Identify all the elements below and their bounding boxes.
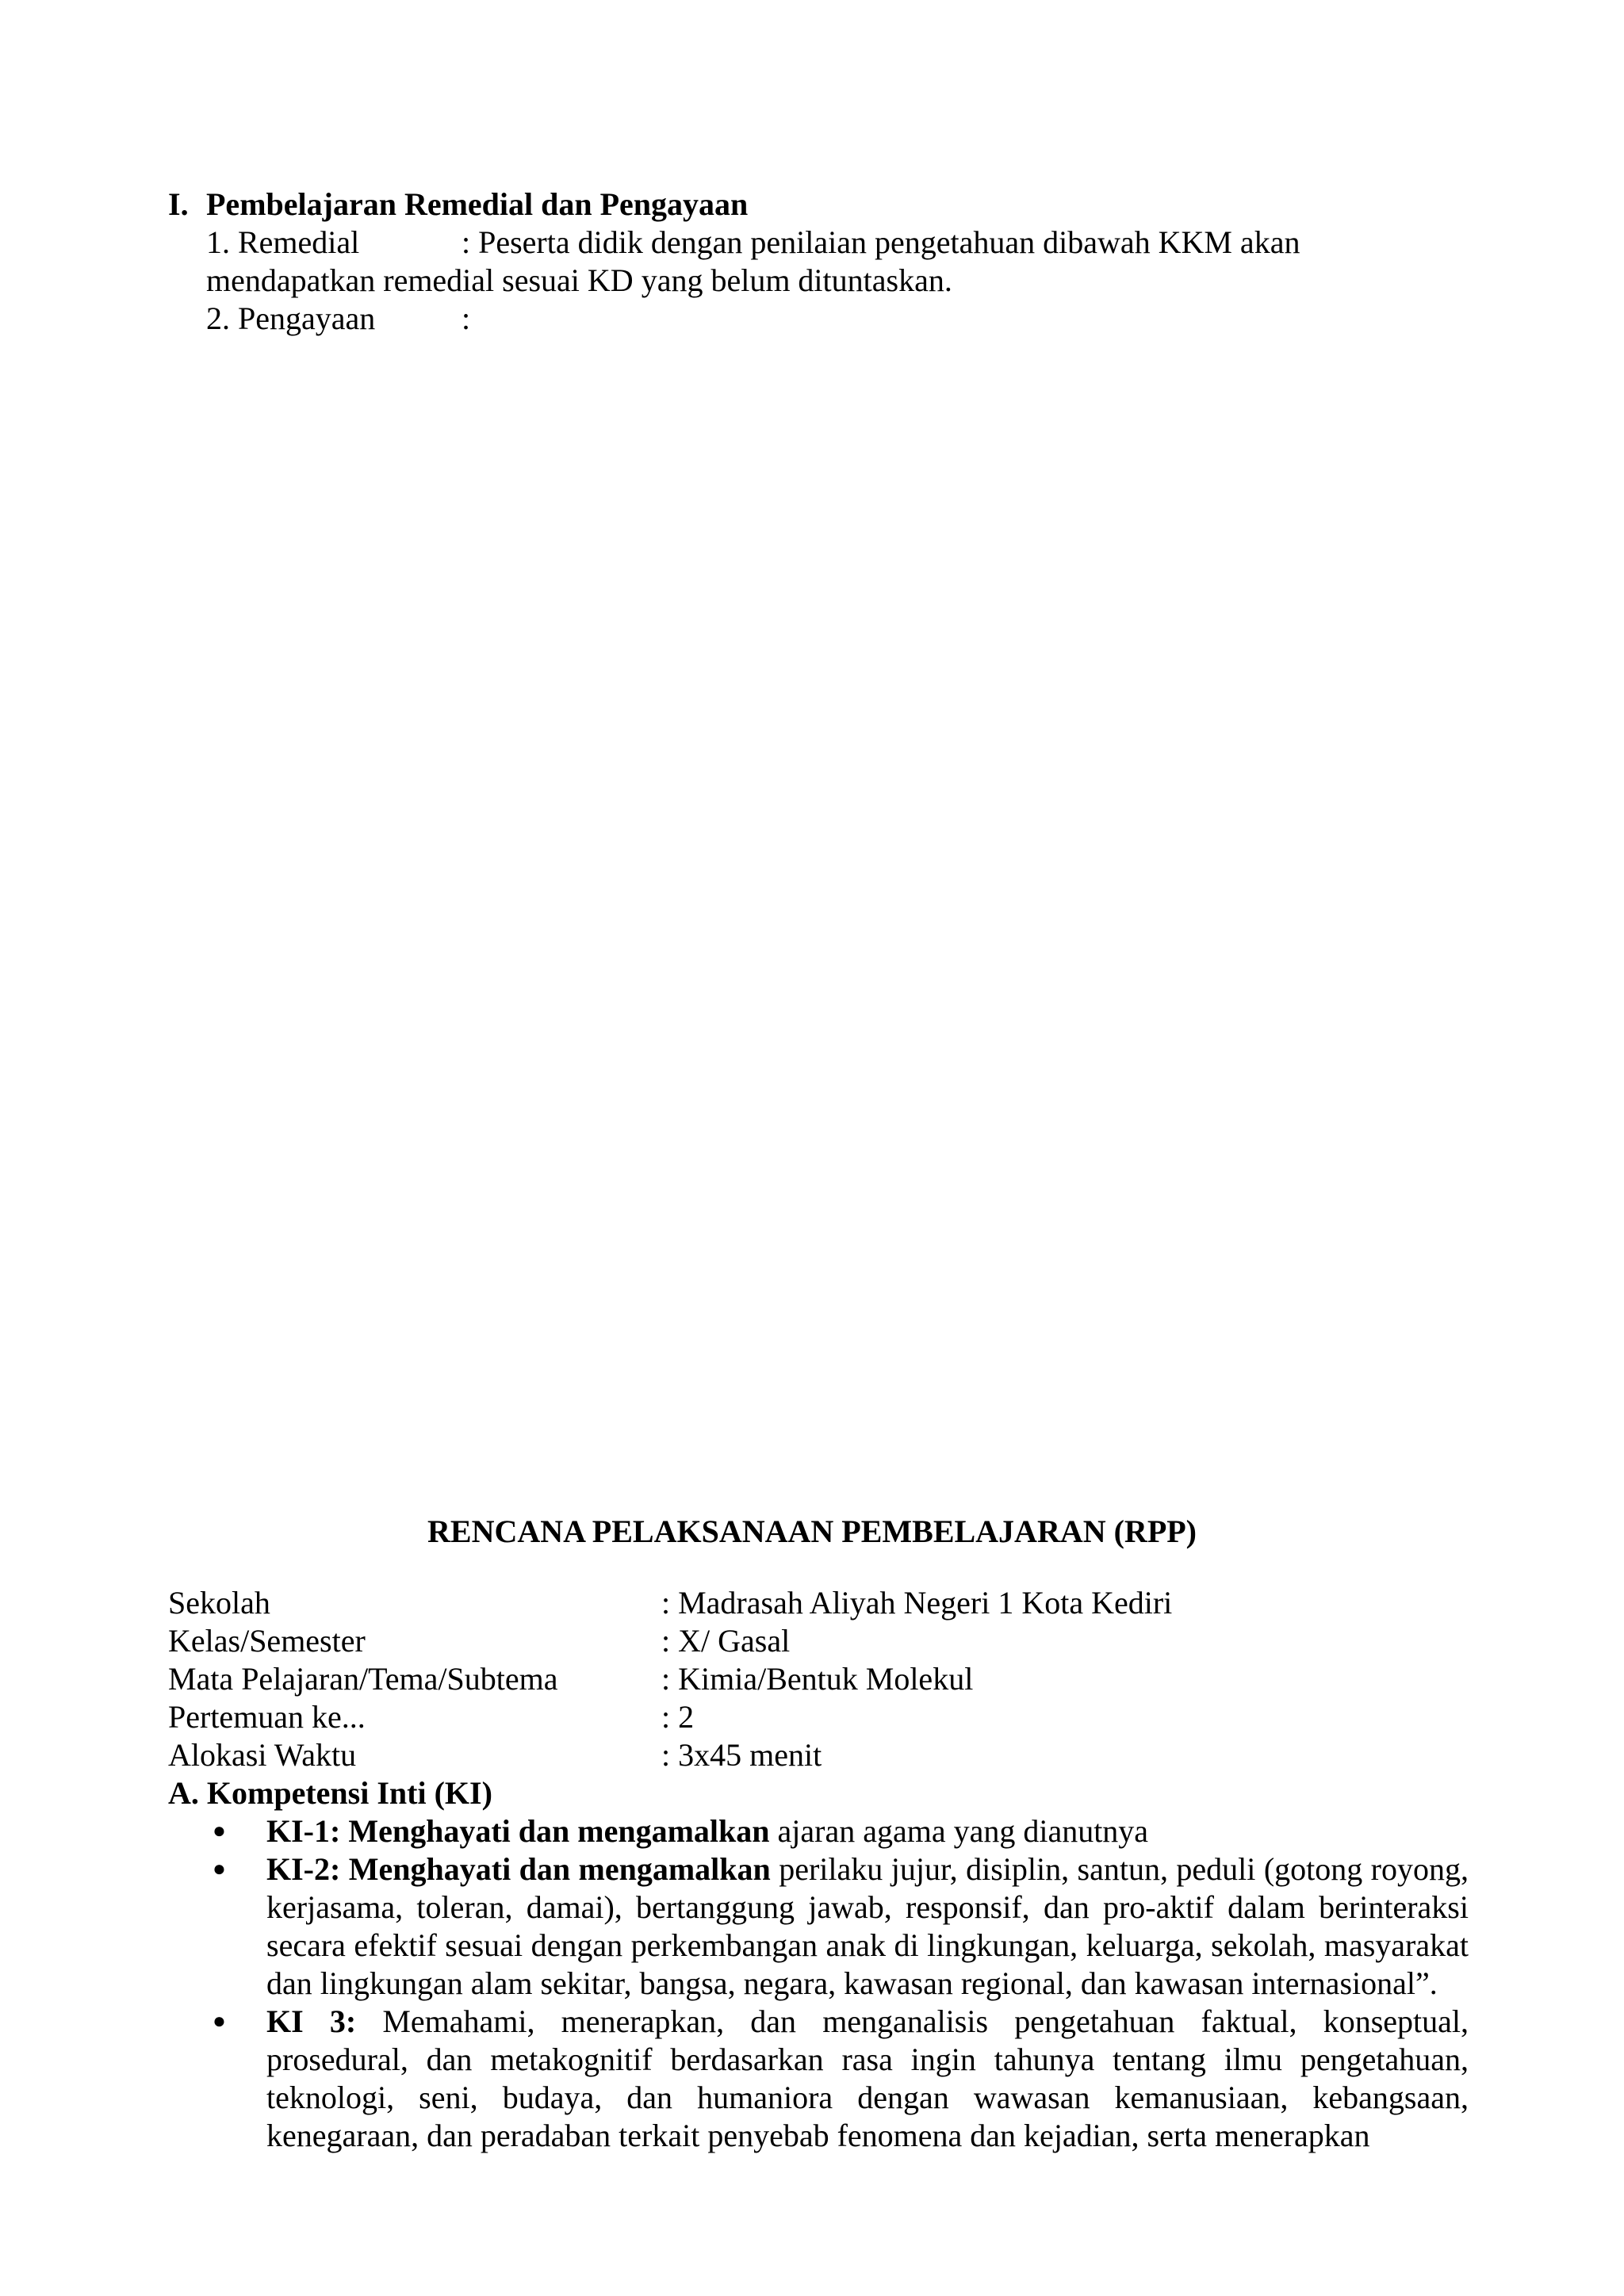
ki-list-item xyxy=(168,2003,1469,2155)
remedial-item xyxy=(206,224,1507,262)
section-kompetensi-inti xyxy=(168,1774,1469,2155)
pengayaan-label: 2. Pengayaan xyxy=(206,300,376,336)
identity-row-pertemuan xyxy=(168,1698,1172,1736)
ki-list-item xyxy=(168,1812,1469,1850)
section-a-title: A. Kompetensi Inti (KI) xyxy=(168,1775,492,1811)
ki-bold-label: KI-1: Menghayati dan mengamalkan xyxy=(266,1813,770,1849)
identity-label: Sekolah xyxy=(168,1585,270,1621)
bullet-icon: ● xyxy=(213,1857,226,1881)
identity-label: Kelas/Semester xyxy=(168,1623,366,1659)
identity-value: : Madrasah Aliyah Negeri 1 Kota Kediri xyxy=(661,1585,1173,1621)
pengayaan-text: : xyxy=(462,300,471,336)
ki-list-item xyxy=(168,1850,1469,2003)
section-i-heading xyxy=(168,186,1469,224)
identity-label: Mata Pelajaran/Tema/Subtema xyxy=(168,1661,558,1697)
section-i-number: I. xyxy=(168,186,189,222)
identity-row-alokasi xyxy=(168,1736,1172,1774)
ki-list xyxy=(168,1812,1469,2155)
identity-block xyxy=(168,1584,1172,1774)
remedial-label: 1. Remedial xyxy=(206,224,360,260)
ki-text: ajaran agama yang dianutnya xyxy=(769,1813,1149,1849)
identity-row-sekolah xyxy=(168,1584,1172,1622)
identity-value: : X/ Gasal xyxy=(661,1623,791,1659)
identity-value: : 3x45 menit xyxy=(661,1737,822,1773)
identity-label: Alokasi Waktu xyxy=(168,1737,357,1773)
ki-bold-label: KI 3: xyxy=(266,2003,357,2039)
section-remedial-pengayaan xyxy=(168,186,1469,338)
remedial-text: : Peserta didik dengan penilaian pengetahuan dibawah KKM akan xyxy=(462,224,1300,260)
ki-bold-label: KI-2: Menghayati dan mengamalkan xyxy=(266,1851,771,1887)
rpp-title: RENCANA PELAKSANAAN PEMBELAJARAN (RPP) xyxy=(427,1513,1197,1549)
identity-row-kelas xyxy=(168,1622,1172,1660)
identity-label: Pertemuan ke... xyxy=(168,1699,366,1735)
bullet-icon: ● xyxy=(213,2009,226,2034)
remedial-continuation: mendapatkan remedial sesuai KD yang belum dituntaskan. xyxy=(206,262,952,298)
identity-value: : 2 xyxy=(661,1699,695,1735)
bullet-icon: ● xyxy=(213,1819,226,1843)
ki-text: perilaku jujur, disiplin, santun, peduli (gotong royong, kerjasama, toleran, damai), bertanggung jawab, responsif, dan pro-aktif dalam berinteraksi secara efektif sesuai dengan perkembangan anak di lingkungan, keluarga, sekolah, masyarakat dan lingkungan alam sekitar, bangsa, negara, kawasan regional, dan kawasan internasional”. xyxy=(266,1851,1469,2001)
ki-text: Memahami, menerapkan, dan menganalisis pengetahuan faktual, konseptual, prosedural, dan metakognitif berdasarkan rasa ingin tahunya tentang ilmu pengetahuan, teknologi, seni, budaya, dan humaniora dengan wawasan kemanusiaan, kebangsaan, kenegaraan, dan peradaban terkait penyebab fenomena dan kejadian, serta menerapkan xyxy=(266,2003,1469,2153)
pengayaan-item xyxy=(206,300,1507,338)
identity-row-mapel xyxy=(168,1660,1172,1698)
identity-value: : Kimia/Bentuk Molekul xyxy=(661,1661,974,1697)
section-i-title: Pembelajaran Remedial dan Pengayaan xyxy=(206,186,749,222)
